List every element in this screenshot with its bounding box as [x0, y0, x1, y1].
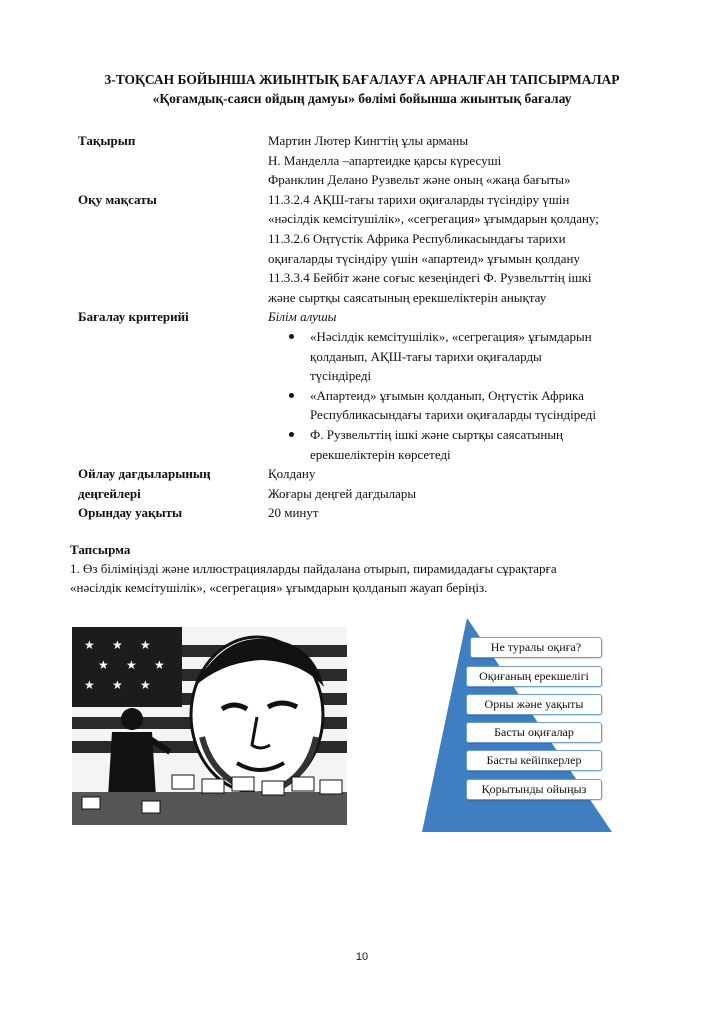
criteria-item-line: «Нәсілдік кемсітушілік», «сегрегация» ұғымдарын: [310, 328, 592, 344]
criteria-row: [78, 307, 658, 464]
objective-line: оқиғаларды түсіндіру үшін «апартеид» ұғымын қолдану: [268, 250, 580, 266]
pyramid-level: Басты оқиғалар: [466, 722, 602, 743]
pyramid-level: Оқиғаның ерекшелігі: [466, 666, 602, 687]
info-table: [78, 131, 658, 523]
topic-line: Н. Манделла –апартеидке қарсы күресуші: [268, 152, 502, 168]
svg-text:★: ★: [98, 658, 109, 672]
portrait-face: [191, 637, 324, 793]
svg-text:★: ★: [112, 638, 123, 652]
objective-line: және сыртқы саясатының ерекшеліктерін анықтау: [268, 289, 547, 305]
task-line: 1. Өз біліміңізді және иллюстрацияларды пайдалана отырып, пирамидадағы сұрақтарға: [70, 561, 557, 576]
task-text: [70, 559, 670, 597]
pyramid-level: Қорытынды ойыңыз: [466, 779, 602, 800]
thinking-row: [78, 464, 658, 503]
topic-value: [268, 131, 658, 190]
svg-text:★: ★: [84, 638, 95, 652]
criteria-item-line: Республикасындағы тарихи оқиғаларды түсіндіреді: [310, 407, 597, 423]
objective-line: 11.3.2.4 АҚШ-тағы тарихи оқиғаларды түсіндіру үшін: [268, 191, 570, 207]
objectives-label: Оқу мақсаты: [78, 191, 157, 207]
criteria-label: Бағалау критерийі: [78, 309, 189, 325]
criteria-item-line: ерекшеліктерін көрсетеді: [310, 446, 451, 462]
objective-line: 11.3.3.4 Бейбіт және соғыс кезеңіндегі Ф. Рузвельттің ішкі: [268, 270, 592, 286]
svg-text:★: ★: [140, 678, 151, 692]
pyramid-level: Не туралы оқиға?: [470, 637, 602, 658]
criteria-item-line: «Апартеид» ұғымын қолданып, Оңтүстік Африка: [310, 387, 584, 403]
svg-text:★: ★: [140, 638, 151, 652]
topic-line: Мартин Лютер Кингтің ұлы арманы: [268, 133, 469, 148]
thinking-label: [78, 464, 268, 503]
objectives-row: [78, 190, 658, 308]
time-label: Орындау уақыты: [78, 505, 183, 521]
time-row: [78, 503, 658, 523]
time-value: 20 минут: [268, 505, 319, 521]
pyramid-level: Басты кейіпкерлер: [466, 750, 602, 771]
criteria-list: [268, 327, 658, 464]
mlk-illustration: [72, 627, 347, 825]
criteria-value: [268, 307, 658, 464]
task-heading: Тапсырма: [70, 542, 131, 557]
criteria-item-line: Ф. Рузвельттің ішкі және сыртқы саясатының: [310, 426, 564, 442]
criteria-intro: Білім алушы: [268, 309, 337, 325]
page-number: 10: [355, 951, 369, 963]
svg-text:★: ★: [154, 658, 165, 672]
topic-label: Тақырып: [78, 133, 136, 148]
objective-line: «нәсілдік кемсітушілік», «сегрегация» ұғымдарын қолдану;: [268, 211, 599, 227]
svg-text:★: ★: [112, 678, 123, 692]
objectives-value: [268, 190, 658, 308]
criteria-item-line: қолданып, АҚШ-тағы тарихи оқиғаларды: [310, 348, 542, 364]
criteria-item: [268, 386, 658, 425]
topic-line: Франклин Делано Рузвельт және оның «жаңа бағыты»: [268, 172, 571, 188]
page-title: [0, 70, 724, 108]
criteria-item: [268, 327, 658, 386]
thinking-label-line: Ойлау дағдыларының: [78, 466, 211, 482]
document-title: 3-ТОҚСАН БОЙЫНША ЖИЫНТЫҚ БАҒАЛАУҒА АРНАЛҒАН ТАПСЫРМАЛАР: [104, 72, 620, 87]
svg-text:★: ★: [84, 678, 95, 692]
svg-text:★: ★: [126, 658, 137, 672]
pyramid-level: Орны және уақыты: [466, 694, 602, 715]
criteria-item-line: түсіндіреді: [310, 368, 372, 384]
thinking-value: [268, 464, 658, 503]
criteria-item: [268, 425, 658, 464]
thinking-label-line: деңгейлері: [78, 485, 141, 501]
objective-line: 11.3.2.6 Оңтүстік Африка Республикасындағы тарихи: [268, 230, 566, 246]
task-line: «нәсілдік кемсітушілік», «сегрегация» ұғымдарын қолданып жауап беріңіз.: [70, 580, 488, 595]
topic-row: [78, 131, 658, 190]
document-subtitle: «Қоғамдық-саяси ойдың дамуы» бөлімі бойынша жиынтық бағалау: [152, 91, 572, 106]
thinking-value-line: Жоғары деңгей дағдылары: [268, 485, 417, 501]
thinking-value-line: Қолдану: [268, 466, 316, 482]
